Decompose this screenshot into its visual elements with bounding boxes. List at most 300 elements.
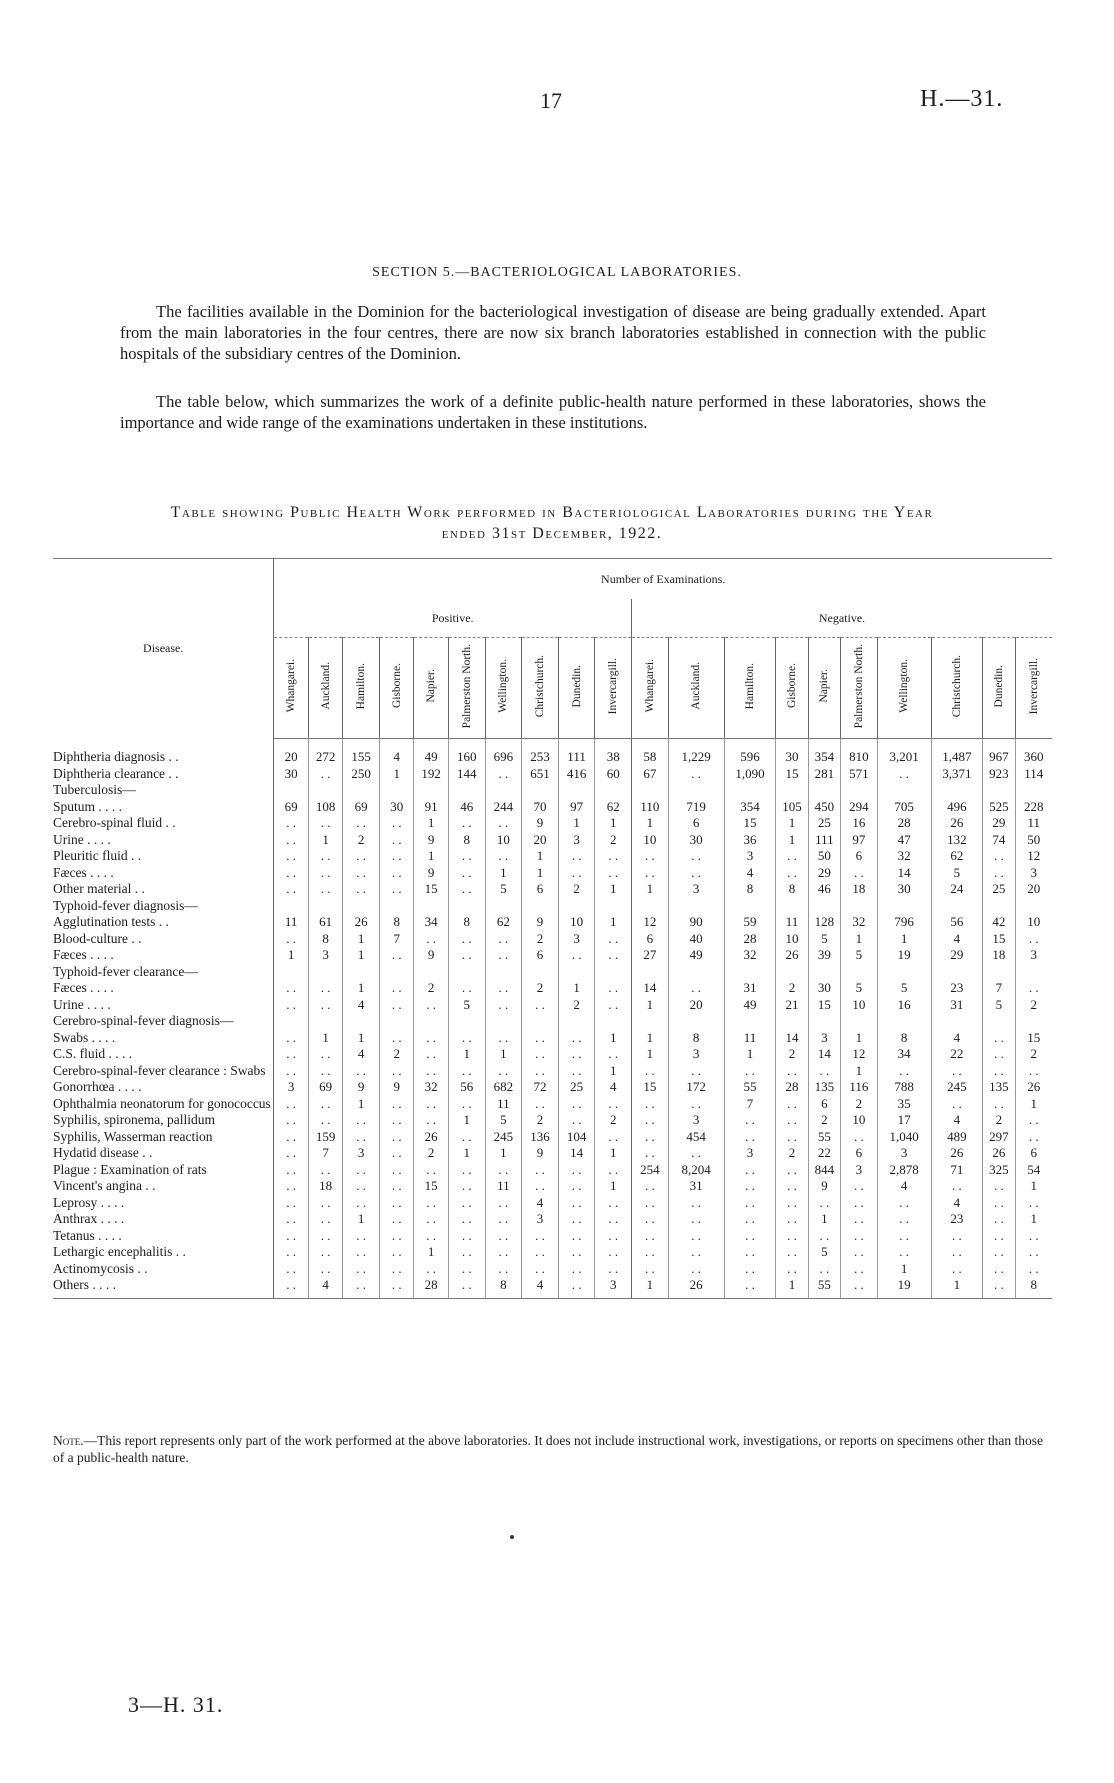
positive-count-cell (274, 898, 308, 915)
positive-count-cell: 253 (522, 739, 559, 766)
positive-count-cell: 2 (522, 931, 559, 948)
positive-count-cell: 62 (595, 799, 632, 816)
negative-count-cell: 844 (808, 1162, 840, 1179)
negative-count-cell: 20 (1015, 881, 1052, 898)
positive-count-cell: 1 (274, 947, 308, 964)
negative-count-cell: 967 (983, 739, 1015, 766)
positive-count-cell: . . (485, 931, 522, 948)
negative-count-cell: 8 (877, 1030, 931, 1047)
positive-count-cell: 3 (274, 1079, 308, 1096)
positive-count-cell: . . (595, 1261, 632, 1278)
town-name: Palmerston North. (852, 643, 865, 729)
negative-count-cell: 27 (632, 947, 669, 964)
negative-count-cell: 1,040 (877, 1129, 931, 1146)
positive-count-cell: . . (522, 1063, 559, 1080)
negative-count-cell: 22 (931, 1046, 983, 1063)
positive-count-cell: . . (558, 1063, 595, 1080)
positive-count-cell: . . (274, 865, 308, 882)
negative-count-cell: . . (841, 1228, 878, 1245)
positive-count-cell: . . (379, 1261, 413, 1278)
disease-label: Other material . . (53, 881, 145, 896)
disease-label: Syphilis, spironema, pallidum (53, 1112, 215, 1127)
negative-count-cell: 23 (931, 1211, 983, 1228)
positive-count-cell (308, 782, 342, 799)
negative-count-cell: 24 (931, 881, 983, 898)
positive-count-cell: 1 (343, 980, 380, 997)
negative-count-cell: 4 (931, 931, 983, 948)
negative-count-cell: . . (931, 1261, 983, 1278)
negative-count-cell: 26 (983, 1145, 1015, 1162)
positive-count-cell: 1 (595, 1030, 632, 1047)
negative-count-cell (931, 898, 983, 915)
positive-count-cell: . . (343, 1162, 380, 1179)
negative-count-cell: 36 (724, 832, 776, 849)
disease-label: Diphtheria diagnosis . . (53, 748, 179, 764)
negative-count-cell: 6 (1015, 1145, 1052, 1162)
negative-count-cell: 47 (877, 832, 931, 849)
positive-count-cell (343, 898, 380, 915)
negative-count-cell: 450 (808, 799, 840, 816)
positive-count-cell: 72 (522, 1079, 559, 1096)
positive-count-cell: . . (379, 1244, 413, 1261)
disease-label: Agglutination tests . . (53, 914, 169, 929)
negative-count-cell: 3 (724, 848, 776, 865)
positive-count-cell: 1 (485, 1145, 522, 1162)
positive-count-cell: . . (274, 1063, 308, 1080)
negative-count-cell: 1 (931, 1277, 983, 1298)
positive-count-cell: . . (274, 1211, 308, 1228)
positive-count-cell: . . (595, 1211, 632, 1228)
negative-count-cell: 135 (983, 1079, 1015, 1096)
positive-count-cell: . . (485, 1261, 522, 1278)
neg-town-header (632, 638, 669, 739)
positive-count-cell: 9 (522, 914, 559, 931)
positive-count-cell: . . (522, 1178, 559, 1195)
negative-count-cell (1015, 1013, 1052, 1030)
negative-count-cell: 14 (776, 1030, 808, 1047)
positive-count-cell: . . (379, 832, 413, 849)
positive-count-cell: 1 (414, 815, 448, 832)
positive-count-cell: 10 (485, 832, 522, 849)
negative-count-cell: 28 (724, 931, 776, 948)
negative-count-cell: . . (877, 1244, 931, 1261)
positive-count-cell: . . (379, 1129, 413, 1146)
negative-count-cell: 59 (724, 914, 776, 931)
negative-count-cell: . . (841, 1211, 878, 1228)
positive-count-cell: 1 (308, 832, 342, 849)
positive-count-cell: . . (343, 1112, 380, 1129)
negative-count-cell: 31 (668, 1178, 724, 1195)
positive-count-cell: 1 (595, 815, 632, 832)
negative-count-cell: 810 (841, 739, 878, 766)
positive-count-cell: . . (343, 848, 380, 865)
negative-count-cell: 489 (931, 1129, 983, 1146)
positive-count-cell: 20 (522, 832, 559, 849)
negative-count-cell: . . (776, 1195, 808, 1212)
positive-count-cell: . . (595, 865, 632, 882)
negative-count-cell: 254 (632, 1162, 669, 1179)
positive-count-cell: . . (343, 1195, 380, 1212)
negative-count-cell: 1 (841, 1030, 878, 1047)
negative-count-cell (808, 782, 840, 799)
positive-count-cell: . . (558, 1261, 595, 1278)
negative-count-cell (983, 782, 1015, 799)
town-name: Palmerston North. (460, 643, 473, 729)
negative-count-cell: 12 (841, 1046, 878, 1063)
negative-count-cell (1015, 898, 1052, 915)
negative-count-cell: 12 (632, 914, 669, 931)
positive-count-cell: . . (448, 947, 485, 964)
negative-count-cell: . . (983, 1063, 1015, 1080)
negative-count-cell: 360 (1015, 739, 1052, 766)
positive-count-cell: 136 (522, 1129, 559, 1146)
negative-count-cell: 1 (632, 1030, 669, 1047)
negative-count-cell: . . (1015, 1195, 1052, 1212)
table-row (53, 1162, 1052, 1179)
negative-count-cell: 29 (983, 815, 1015, 832)
negative-count-cell: 90 (668, 914, 724, 931)
positive-count-cell: . . (448, 1228, 485, 1245)
negative-count-cell: 454 (668, 1129, 724, 1146)
negative-count-cell: . . (931, 1178, 983, 1195)
negative-count-cell: 110 (632, 799, 669, 816)
town-name: Invercargill. (1027, 657, 1040, 715)
positive-count-cell: . . (414, 1096, 448, 1113)
positive-count-cell: . . (414, 931, 448, 948)
town-name: Whangarei. (643, 659, 656, 713)
negative-count-cell: 2 (1015, 1046, 1052, 1063)
positive-count-cell: . . (343, 1063, 380, 1080)
negative-count-cell: 14 (632, 980, 669, 997)
negative-count-cell: . . (776, 1178, 808, 1195)
negative-count-cell: . . (841, 1178, 878, 1195)
negative-count-cell: 18 (983, 947, 1015, 964)
negative-count-cell: 135 (808, 1079, 840, 1096)
positive-count-cell: . . (343, 1244, 380, 1261)
positive-count-cell: 1 (485, 865, 522, 882)
positive-count-cell: . . (595, 1162, 632, 1179)
negative-count-cell: . . (668, 1211, 724, 1228)
positive-count-cell (558, 782, 595, 799)
positive-count-cell: . . (522, 1162, 559, 1179)
negative-count-cell: 114 (1015, 766, 1052, 783)
positive-count-cell: . . (558, 1228, 595, 1245)
negative-count-cell: 2 (776, 1046, 808, 1063)
positive-count-cell: . . (379, 1096, 413, 1113)
negative-count-cell: 31 (931, 997, 983, 1014)
negative-count-cell: 1 (632, 815, 669, 832)
negative-count-cell: . . (632, 1129, 669, 1146)
positive-count-cell: 8 (308, 931, 342, 948)
town-name: Napier. (425, 669, 438, 703)
negative-count-cell: 2 (776, 980, 808, 997)
positive-count-cell: 2 (522, 1112, 559, 1129)
positive-count-cell: . . (558, 1162, 595, 1179)
positive-count-cell: . . (414, 1261, 448, 1278)
positive-count-cell: 97 (558, 799, 595, 816)
disease-label: Gonorrhœa . . . . (53, 1079, 142, 1094)
negative-count-cell: 35 (877, 1096, 931, 1113)
negative-count-cell: 105 (776, 799, 808, 816)
negative-count-cell: . . (931, 1244, 983, 1261)
table-row (53, 739, 1052, 766)
positive-count-cell: 8 (448, 914, 485, 931)
positive-count-cell: . . (379, 1178, 413, 1195)
negative-count-cell: . . (724, 1261, 776, 1278)
table-row (53, 1145, 1052, 1162)
positive-count-cell: . . (414, 1063, 448, 1080)
negative-count-cell: 719 (668, 799, 724, 816)
negative-count-cell: 111 (808, 832, 840, 849)
positive-count-cell: 696 (485, 739, 522, 766)
positive-count-cell (414, 782, 448, 799)
negative-count-cell: 2 (983, 1112, 1015, 1129)
positive-count-cell: 8 (485, 1277, 522, 1298)
negative-count-cell: 5 (808, 931, 840, 948)
negative-count-cell: . . (877, 1195, 931, 1212)
negative-count-cell: . . (983, 848, 1015, 865)
positive-count-cell: . . (595, 980, 632, 997)
positive-count-cell: . . (558, 1277, 595, 1298)
negative-count-cell: 4 (931, 1195, 983, 1212)
negative-count-cell: 5 (983, 997, 1015, 1014)
positive-count-cell: . . (308, 1211, 342, 1228)
negative-count-cell (1015, 782, 1052, 799)
table-row (53, 931, 1052, 948)
positive-count-cell: 1 (414, 848, 448, 865)
negative-count-cell: 26 (668, 1277, 724, 1298)
positive-count-cell: . . (448, 1096, 485, 1113)
table-row (53, 832, 1052, 849)
positive-count-cell: 6 (522, 881, 559, 898)
table-row (53, 766, 1052, 783)
negative-count-cell (808, 898, 840, 915)
positive-count-cell: 5 (485, 1112, 522, 1129)
positive-count-cell: 7 (379, 931, 413, 948)
positive-count-cell: . . (274, 848, 308, 865)
positive-count-cell: . . (343, 1228, 380, 1245)
positive-count-cell (448, 964, 485, 981)
negative-count-cell: 10 (841, 1112, 878, 1129)
negative-count-cell: 4 (931, 1112, 983, 1129)
positive-count-cell: 2 (414, 980, 448, 997)
positive-count-cell: 2 (379, 1046, 413, 1063)
negative-count-cell: 2 (1015, 997, 1052, 1014)
positive-count-cell (485, 898, 522, 915)
positive-count-cell: . . (558, 1046, 595, 1063)
neg-town-header (983, 638, 1015, 739)
negative-count-cell: 3 (1015, 865, 1052, 882)
negative-count-cell: 571 (841, 766, 878, 783)
negative-count-cell: . . (877, 1211, 931, 1228)
positive-count-cell (308, 964, 342, 981)
positive-count-cell: 1 (522, 865, 559, 882)
positive-count-cell: . . (448, 1129, 485, 1146)
positive-count-cell: 1 (448, 1046, 485, 1063)
positive-count-cell (379, 898, 413, 915)
positive-count-cell: 3 (558, 832, 595, 849)
table-row (53, 947, 1052, 964)
negative-count-cell: . . (668, 1063, 724, 1080)
positive-group-header: Positive. (274, 599, 632, 638)
positive-count-cell: . . (522, 997, 559, 1014)
negative-count-cell: 40 (668, 931, 724, 948)
positive-count-cell: . . (414, 1046, 448, 1063)
negative-count-cell (724, 782, 776, 799)
table-row (53, 782, 1052, 799)
negative-count-cell: . . (841, 1195, 878, 1212)
positive-count-cell: . . (448, 1211, 485, 1228)
negative-count-cell: . . (668, 1261, 724, 1278)
negative-count-cell: 228 (1015, 799, 1052, 816)
negative-count-cell: 74 (983, 832, 1015, 849)
town-name: Wellington. (898, 659, 911, 713)
positive-count-cell: 160 (448, 739, 485, 766)
positive-count-cell: 9 (414, 832, 448, 849)
negative-count-cell: 12 (1015, 848, 1052, 865)
table-row (53, 848, 1052, 865)
positive-count-cell (522, 782, 559, 799)
negative-count-cell: 55 (808, 1277, 840, 1298)
town-name: Auckland. (319, 662, 332, 710)
positive-count-cell: 56 (448, 1079, 485, 1096)
disease-label: Typhoid-fever diagnosis— (53, 897, 198, 913)
negative-count-cell: . . (724, 1277, 776, 1298)
negative-count-cell: . . (776, 1261, 808, 1278)
negative-count-cell: 1 (1015, 1096, 1052, 1113)
table-row (53, 1046, 1052, 1063)
positive-count-cell: . . (414, 1112, 448, 1129)
positive-count-cell: . . (343, 1129, 380, 1146)
positive-count-cell: . . (274, 815, 308, 832)
positive-count-cell: . . (274, 980, 308, 997)
table-row (53, 1129, 1052, 1146)
negative-count-cell: 5 (931, 865, 983, 882)
table-row (53, 980, 1052, 997)
table-row (53, 1013, 1052, 1030)
positive-count-cell: . . (485, 1162, 522, 1179)
positive-count-cell: . . (308, 1228, 342, 1245)
disease-label: Actinomycosis . . (53, 1260, 148, 1276)
negative-count-cell: 354 (808, 739, 840, 766)
positive-count-cell: 4 (343, 997, 380, 1014)
negative-count-cell: 42 (983, 914, 1015, 931)
negative-count-cell: 7 (983, 980, 1015, 997)
negative-count-cell: 23 (931, 980, 983, 997)
negative-count-cell: . . (668, 1228, 724, 1245)
negative-count-cell: . . (632, 865, 669, 882)
positive-count-cell: 3 (558, 931, 595, 948)
positive-count-cell: 32 (414, 1079, 448, 1096)
positive-count-cell: . . (343, 1277, 380, 1298)
table-row (53, 1063, 1052, 1080)
disease-label: Cerebro-spinal fluid . . (53, 815, 176, 830)
negative-count-cell: 18 (841, 881, 878, 898)
table-row (53, 997, 1052, 1014)
positive-count-cell: 28 (414, 1277, 448, 1298)
neg-town-header (931, 638, 983, 739)
negative-count-cell: 1,229 (668, 739, 724, 766)
positive-count-cell: . . (308, 1112, 342, 1129)
positive-count-cell: . . (343, 1178, 380, 1195)
negative-count-cell: 26 (1015, 1079, 1052, 1096)
positive-count-cell: . . (558, 947, 595, 964)
positive-count-cell (414, 898, 448, 915)
positive-count-cell: 1 (595, 1063, 632, 1080)
negative-count-cell: . . (841, 865, 878, 882)
negative-count-cell: . . (1015, 980, 1052, 997)
neg-town-header (808, 638, 840, 739)
positive-count-cell: 4 (379, 739, 413, 766)
positive-count-cell: 2 (522, 980, 559, 997)
negative-count-cell: 49 (668, 947, 724, 964)
positive-count-cell (558, 898, 595, 915)
positive-count-cell: . . (595, 947, 632, 964)
negative-count-cell: . . (724, 1129, 776, 1146)
positive-count-cell (274, 964, 308, 981)
disease-column-header: Disease. (53, 559, 274, 739)
negative-count-cell: 1 (632, 997, 669, 1014)
neg-town-header (776, 638, 808, 739)
table-row (53, 1178, 1052, 1195)
negative-count-cell: . . (776, 1162, 808, 1179)
negative-count-cell: 30 (668, 832, 724, 849)
positive-count-cell: 104 (558, 1129, 595, 1146)
positive-count-cell: 4 (522, 1195, 559, 1212)
negative-count-cell (668, 964, 724, 981)
disease-label: Cerebro-spinal-fever clearance : Swabs (53, 1062, 266, 1078)
intro-paragraph-1: The facilities available in the Dominion for the bacteriological investigation of disease are being gradually extended. Apart from the main laboratories in the four centres, there are now six branch laboratories established in connection with the public hospitals of the subsidiary centres of the Dominion. (120, 302, 986, 363)
negative-count-cell: . . (983, 1228, 1015, 1245)
negative-count-cell (724, 1013, 776, 1030)
positive-count-cell: . . (414, 1030, 448, 1047)
disease-label: Pleuritic fluid . . (53, 848, 142, 863)
table-title-line-2: ended 31st December, 1922. (441, 525, 663, 542)
table-row (53, 1112, 1052, 1129)
positive-count-cell: . . (448, 865, 485, 882)
negative-count-cell (776, 898, 808, 915)
positive-count-cell: . . (595, 1129, 632, 1146)
negative-count-cell: 1 (1015, 1178, 1052, 1195)
positive-count-cell: . . (558, 1211, 595, 1228)
positive-count-cell: 1 (379, 766, 413, 783)
positive-count-cell: . . (595, 1195, 632, 1212)
positive-count-cell (522, 964, 559, 981)
positive-count-cell: 2 (595, 832, 632, 849)
positive-count-cell: 111 (558, 739, 595, 766)
negative-count-cell: 4 (877, 1178, 931, 1195)
negative-count-cell: 788 (877, 1079, 931, 1096)
positive-count-cell (414, 1013, 448, 1030)
negative-count-cell: . . (877, 1228, 931, 1245)
table-row (53, 815, 1052, 832)
positive-count-cell: 1 (343, 931, 380, 948)
disease-label: Anthrax . . . . (53, 1211, 125, 1226)
pos-town-header (343, 638, 380, 739)
positive-count-cell (274, 782, 308, 799)
town-name: Dunedin. (570, 664, 583, 708)
positive-count-cell: 70 (522, 799, 559, 816)
disease-label: Blood-culture . . (53, 930, 142, 946)
negative-count-cell: 245 (931, 1079, 983, 1096)
positive-count-cell: 6 (522, 947, 559, 964)
positive-count-cell: 5 (448, 997, 485, 1014)
negative-count-cell: 1 (632, 1277, 669, 1298)
negative-count-cell: 8,204 (668, 1162, 724, 1179)
positive-count-cell: 272 (308, 739, 342, 766)
neg-town-header (724, 638, 776, 739)
positive-count-cell: 4 (308, 1277, 342, 1298)
